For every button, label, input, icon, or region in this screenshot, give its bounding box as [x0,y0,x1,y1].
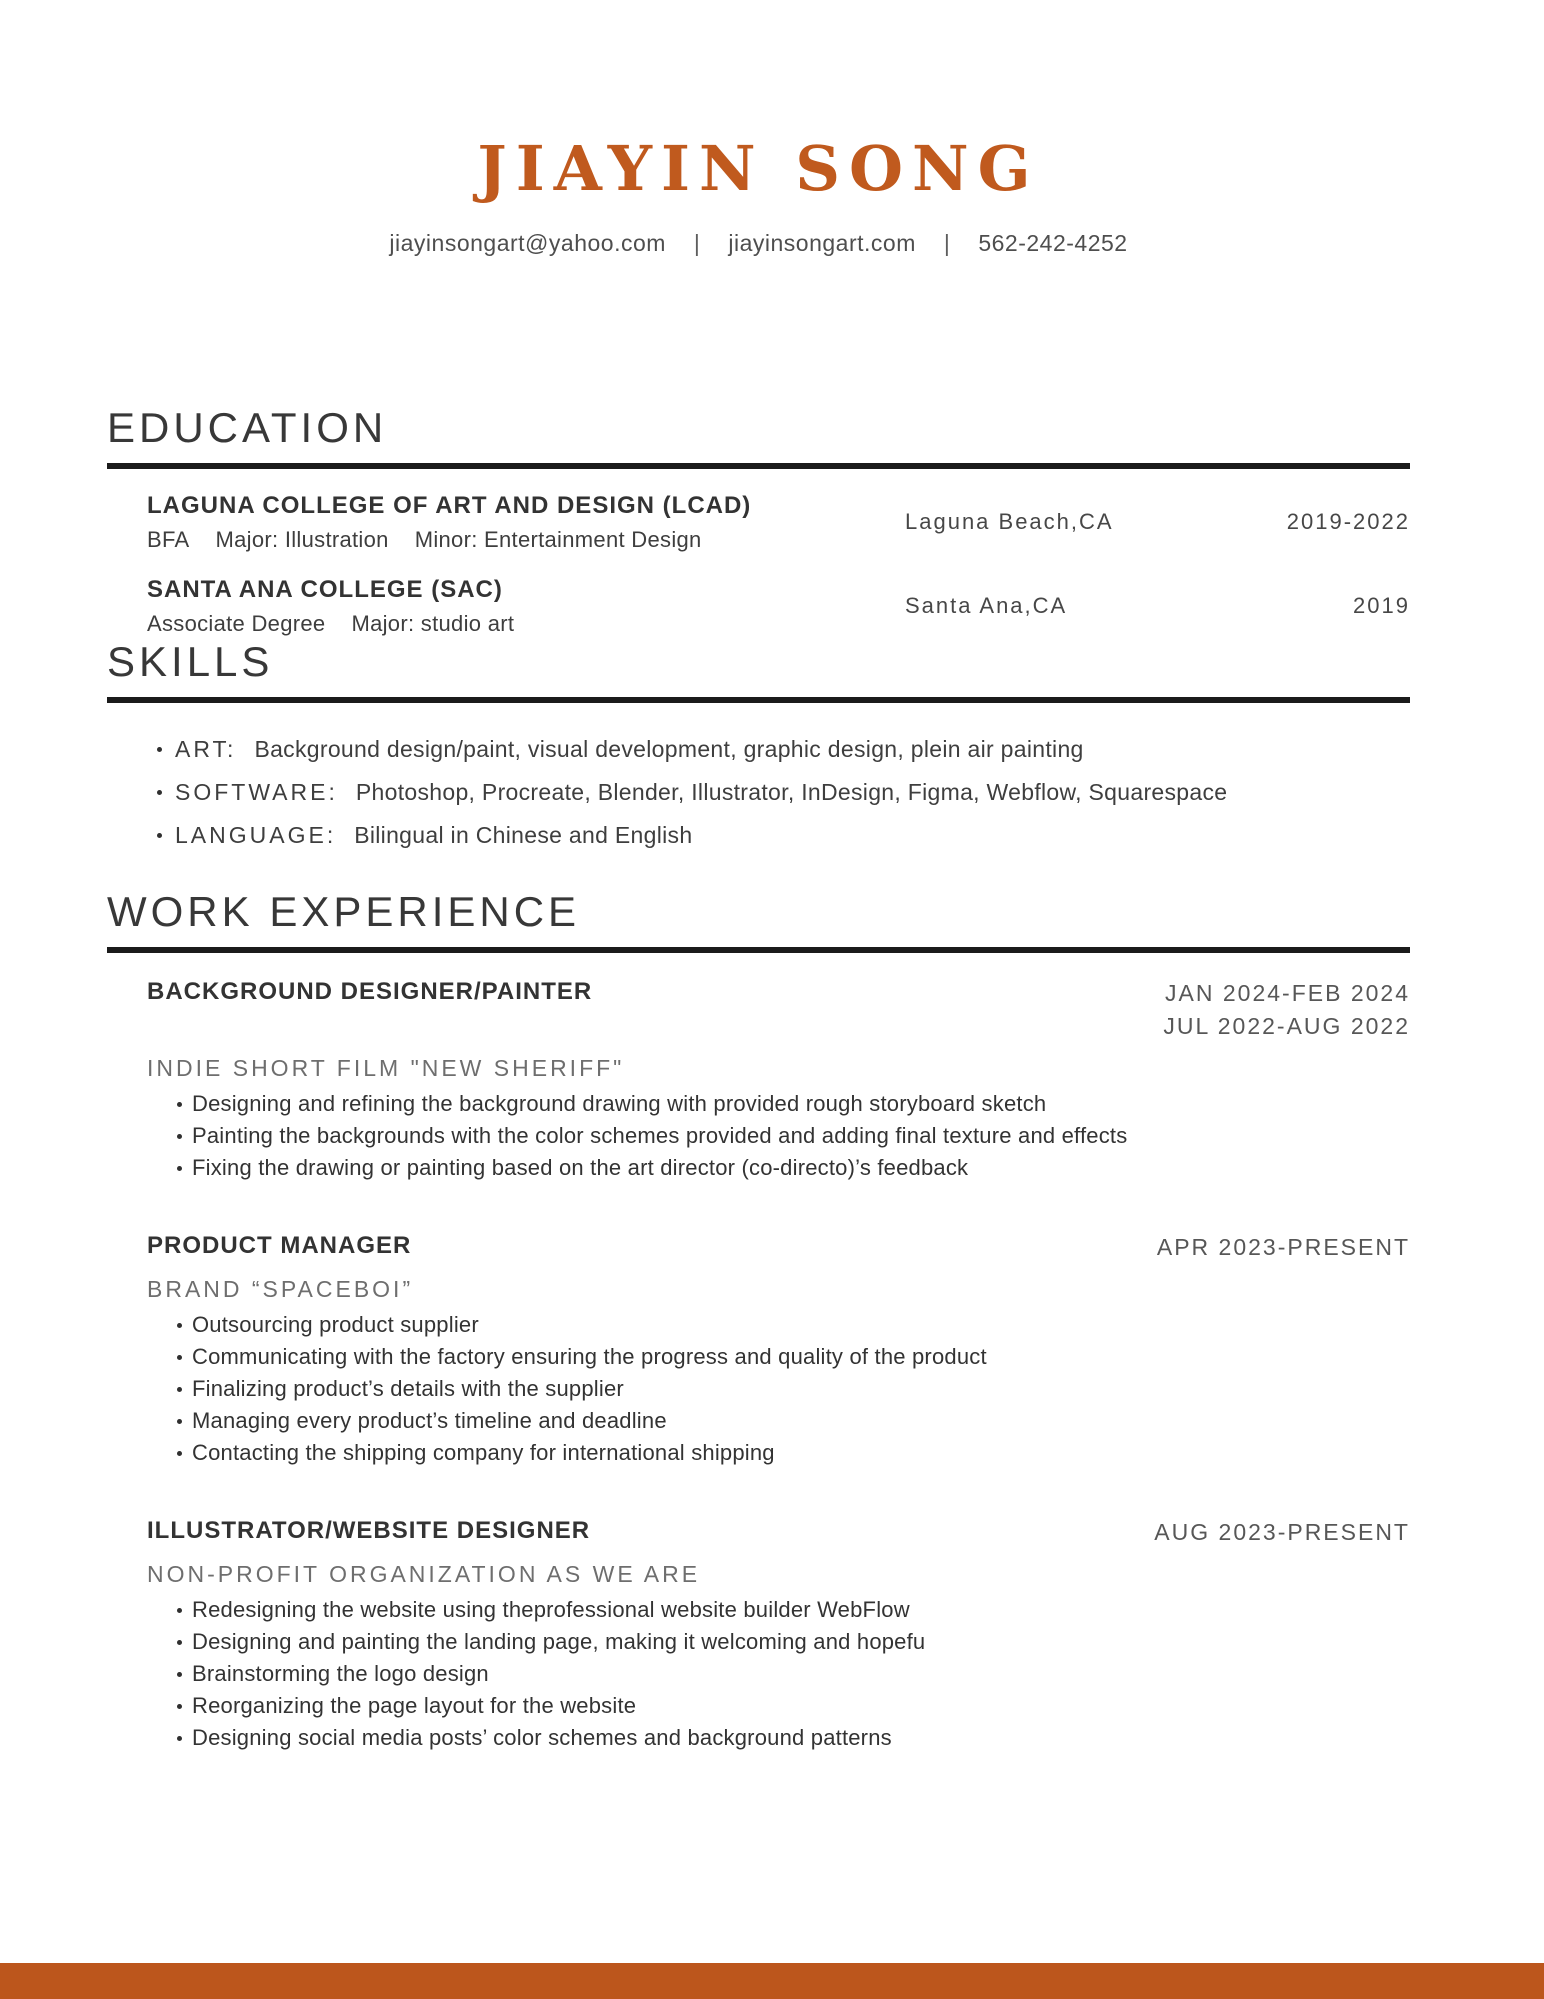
education-entry-meta [905,593,1410,619]
school-name: LAGUNA COLLEGE OF ART AND DESIGN (LCAD) [147,492,752,519]
contact-phone: 562-242-4252 [978,230,1128,256]
job-header [147,977,1410,1043]
job-bullet: Redesigning the website using theprofessional website builder WebFlow [177,1597,1410,1623]
education-detail [147,610,905,637]
degree: BFA [147,527,190,552]
job-date-range: JAN 2024-FEB 2024 [1165,980,1410,1006]
degree: Associate Degree [147,611,326,636]
education-detail [147,526,905,553]
school-location: Santa Ana,CA [905,593,1068,618]
job-dates [1163,977,1410,1043]
job-entry [147,977,1410,1181]
work-section-title: WORK EXPERIENCE [107,888,581,935]
skill-text: Bilingual in Chinese and English [354,822,693,848]
job-entry [147,1231,1410,1466]
education-entries [107,491,1410,637]
section-divider-rule [107,697,1410,703]
candidate-name: JIAYIN SONG [477,132,1040,205]
job-bullet: Brainstorming the logo design [177,1661,1410,1687]
job-bullet: Contacting the shipping company for international shipping [177,1440,1410,1466]
major: Major: Illustration [215,527,389,552]
job-date-range: JUL 2022-AUG 2022 [1163,1013,1410,1039]
job-bullet: Managing every product’s timeline and deadline [177,1408,1410,1434]
section-divider-rule [107,947,1410,953]
section-work-experience [107,889,1410,1751]
job-organization: NON-PROFIT ORGANIZATION AS WE ARE [147,1561,701,1587]
footer-accent-bar [0,1963,1544,1999]
education-dates: 2019 [1353,593,1410,618]
contact-line [107,229,1410,257]
job-bullet-list [147,1091,1410,1181]
school-location: Laguna Beach,CA [905,509,1114,534]
job-bullet: Designing social media posts’ color schemes and background patterns [177,1725,1410,1751]
job-bullet-list [147,1312,1410,1466]
education-dates: 2019-2022 [1286,509,1410,534]
job-bullet: Communicating with the factory ensuring the progress and quality of the product [177,1344,1410,1370]
job-organization: BRAND “SPACEBOI” [147,1276,414,1302]
skill-label: SOFTWARE: [175,779,338,805]
skill-label: LANGUAGE: [175,822,337,848]
skill-text: Photoshop, Procreate, Blender, Illustrator, InDesign, Figma, Webflow, Squarespace [355,779,1228,805]
contact-separator: | [943,230,951,256]
education-entry-meta [905,509,1410,535]
resume-header [107,0,1410,257]
job-date-range: APR 2023-PRESENT [1156,1234,1410,1260]
job-title: PRODUCT MANAGER [147,1232,412,1259]
job-header [147,1231,1410,1264]
education-entry-main [147,575,905,637]
skill-item [157,735,1410,763]
education-entry [147,491,1410,553]
job-bullet: Designing and painting the landing page, making it welcoming and hopefu [177,1629,1410,1655]
job-header [147,1516,1410,1549]
job-organization: INDIE SHORT FILM "NEW SHERIFF" [147,1055,625,1081]
skills-section-title: SKILLS [107,638,274,685]
work-entries [107,977,1410,1751]
minor: Minor: Entertainment Design [414,527,702,552]
major: Major: studio art [351,611,515,636]
job-dates [1157,1231,1410,1264]
job-entry [147,1516,1410,1751]
contact-email: jiayinsongart@yahoo.com [389,230,666,256]
education-section-title: EDUCATION [107,404,388,451]
job-title: BACKGROUND DESIGNER/PAINTER [147,978,593,1005]
job-date-range: AUG 2023-PRESENT [1154,1519,1410,1545]
contact-separator: | [693,230,701,256]
section-divider-rule [107,463,1410,469]
section-education [107,405,1410,637]
job-bullet: Designing and refining the background drawing with provided rough storyboard sketch [177,1091,1410,1117]
skill-text: Background design/paint, visual development, graphic design, plein air painting [254,736,1084,762]
job-dates [1154,1516,1410,1549]
contact-website: jiayinsongart.com [728,230,916,256]
skill-item [157,821,1410,849]
school-name: SANTA ANA COLLEGE (SAC) [147,576,503,603]
skill-item [157,778,1410,806]
job-bullet: Reorganizing the page layout for the website [177,1693,1410,1719]
section-skills [107,639,1410,849]
skills-list [107,735,1410,849]
job-bullet: Painting the backgrounds with the color schemes provided and adding final texture and effects [177,1123,1410,1149]
education-entry-main [147,491,905,553]
skill-label: ART: [175,736,237,762]
job-bullet: Outsourcing product supplier [177,1312,1410,1338]
job-bullet: Fixing the drawing or painting based on the art director (co-directo)’s feedback [177,1155,1410,1181]
job-title: ILLUSTRATOR/WEBSITE DESIGNER [147,1517,591,1544]
education-entry [147,575,1410,637]
job-bullet-list [147,1597,1410,1751]
job-bullet: Finalizing product’s details with the supplier [177,1376,1410,1402]
